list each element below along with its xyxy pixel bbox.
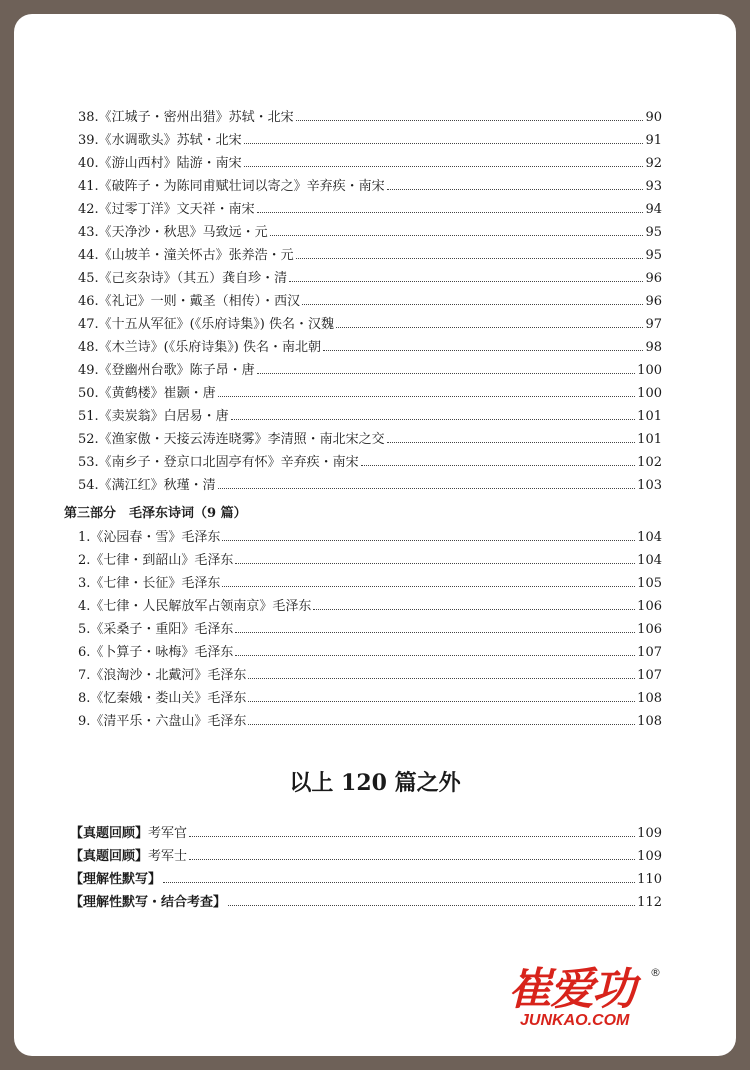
toc-entry: 48.《木兰诗》(《乐府诗集》) 佚名・南北朝 98 [78, 340, 662, 355]
registered-mark: ® [650, 966, 661, 979]
toc-entry: 【真题回顾】考军官 109 [70, 826, 662, 841]
toc-entry: 9.《清平乐・六盘山》毛泽东 108 [78, 714, 662, 729]
toc-entry: 4.《七律・人民解放军占领南京》毛泽东 106 [78, 599, 662, 614]
toc-entry: 51.《卖炭翁》白居易・唐 101 [78, 409, 662, 424]
toc-entry: 38.《江城子・密州出猎》苏轼・北宋 90 [78, 110, 662, 125]
logo-chinese-text: 崔爱功 [508, 964, 634, 1015]
document-page [14, 14, 736, 1056]
toc-entry: 2.《七律・到韶山》毛泽东 104 [78, 553, 662, 568]
toc-entry: 5.《采桑子・重阳》毛泽东 106 [78, 622, 662, 637]
toc-entry: 46.《礼记》一则・戴圣（相传）・西汉 96 [78, 294, 662, 309]
toc-entry: 45.《己亥杂诗》（其五）龚自珍・清 96 [78, 271, 662, 286]
toc-entry: 8.《忆秦娥・娄山关》毛泽东 108 [78, 691, 662, 706]
toc-entry: 【理解性默写・结合考查】 112 [70, 895, 662, 910]
publisher-logo [508, 966, 668, 1046]
toc-entry: 1.《沁园春・雪》毛泽东 104 [78, 530, 662, 545]
toc-entry: 【理解性默写】 110 [70, 872, 662, 887]
toc-entry: 39.《水调歌头》苏轼・北宋 91 [78, 133, 662, 148]
toc-entry: 40.《游山西村》陆游・南宋 92 [78, 156, 662, 171]
toc-entry: 54.《满江红》秋瑾・清 103 [78, 478, 662, 493]
logo-url-text: JUNKAO.COM [520, 1012, 630, 1029]
toc-entry: 53.《南乡子・登京口北固亭有怀》辛弃疾・南宋 102 [78, 455, 662, 470]
toc-entry: 7.《浪淘沙・北戴河》毛泽东 107 [78, 668, 662, 683]
toc-entry: 50.《黄鹤楼》崔颢・唐 100 [78, 386, 662, 401]
toc-entry: 47.《十五从军征》(《乐府诗集》) 佚名・汉魏 97 [78, 317, 662, 332]
toc-entry: 42.《过零丁洋》文天祥・南宋 94 [78, 202, 662, 217]
part3-heading: 第三部分 毛泽东诗词（9 篇） [64, 506, 247, 521]
toc-entry: 3.《七律・长征》毛泽东 105 [78, 576, 662, 591]
toc-entry: 41.《破阵子・为陈同甫赋壮词以寄之》辛弃疾・南宋 93 [78, 179, 662, 194]
toc-entry: 6.《卜算子・咏梅》毛泽东 107 [78, 645, 662, 660]
toc-entry: 43.《天净沙・秋思》马致远・元 95 [78, 225, 662, 240]
toc-entry: 52.《渔家傲・天接云涛连晓雾》李清照・南北宋之交 101 [78, 432, 662, 447]
extra-heading: 以上 120 篇之外 [289, 770, 461, 796]
toc-entry: 【真题回顾】考军士 109 [70, 849, 662, 864]
toc-entry: 44.《山坡羊・潼关怀古》张养浩・元 95 [78, 248, 662, 263]
toc-entry: 49.《登幽州台歌》陈子昂・唐 100 [78, 363, 662, 378]
